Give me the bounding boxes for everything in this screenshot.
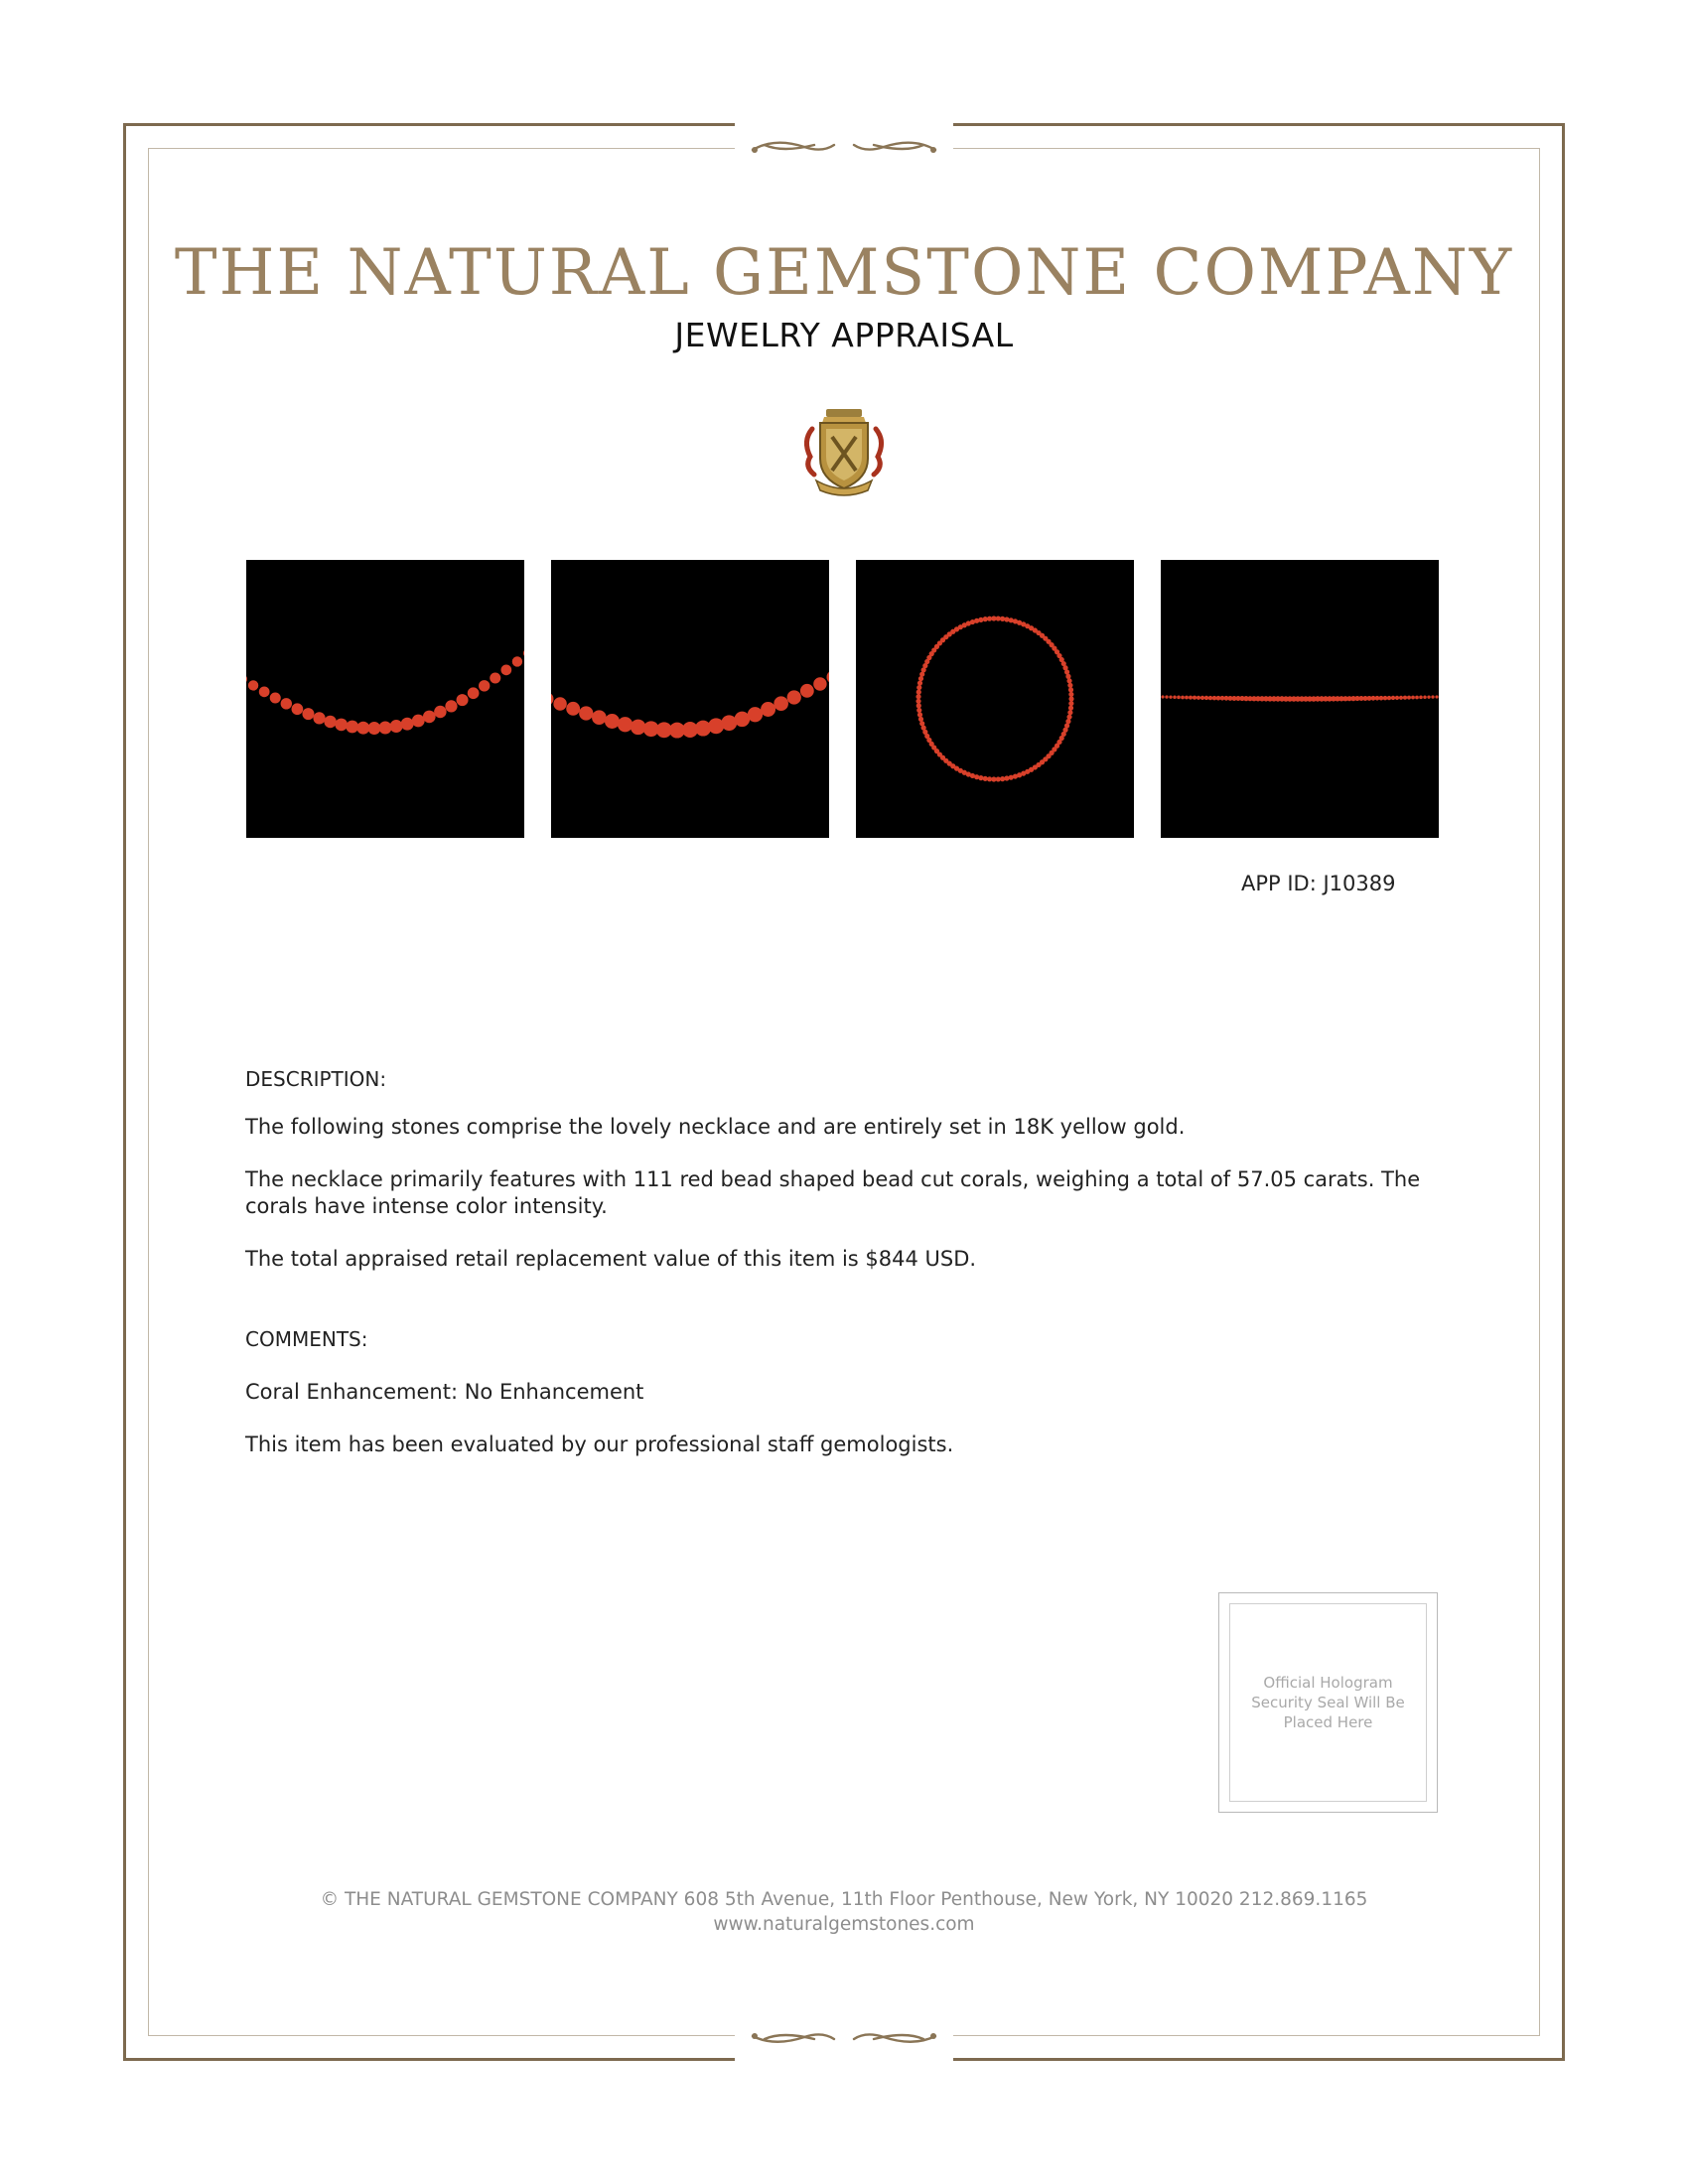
comment-line: Coral Enhancement: No Enhancement [245,1380,644,1404]
coral-bead [1066,715,1071,720]
coral-bead [1403,696,1407,700]
coral-bead [1208,696,1212,700]
coral-bead [335,719,348,732]
coral-bead [1065,674,1070,679]
description-paragraph: The necklace primarily features with 111 red bead shaped bead cut corals, weighing a total of 57.05 carats. The corals have intense color intensity. [245,1167,1421,1218]
coral-bead [1067,683,1072,688]
coral-bead [1411,696,1415,700]
coral-bead [551,693,554,706]
hologram-seal-box [1218,1592,1438,1813]
coral-bead [618,717,633,732]
coral-bead [827,671,830,684]
description-paragraph: The following stones comprise the lovely necklace and are entirely set in 18K yellow gold. [245,1115,1186,1139]
coral-bead [379,722,392,735]
coral-bead [916,703,921,708]
coral-bead [592,710,607,725]
coral-bead [479,680,490,691]
coral-bead [787,690,801,704]
coral-bead [367,722,380,735]
coral-bead [356,722,369,735]
coral-bead [1165,695,1168,698]
coral-bead [248,680,258,690]
coral-bead [1068,706,1073,711]
comment-line: This item has been evaluated by our professional staff gemologists. [245,1433,954,1456]
coral-bead [918,717,923,722]
coral-bead [445,700,457,712]
description-paragraph: The total appraised retail replacement value of this item is $844 USD. [245,1247,977,1271]
coral-bead [434,706,446,718]
coral-bead [1066,678,1071,683]
coral-bead [523,648,524,658]
coral-bead [1407,696,1411,700]
coral-bead [500,664,511,675]
coral-bead [1427,695,1430,698]
coral-bead [1399,696,1403,700]
coral-bead [631,720,646,736]
necklace-photo-strand [1161,560,1439,838]
document-title: JEWELRY APPRAISAL [674,316,1014,354]
hologram-placeholder-text: Official Hologram Security Seal Will Be Placed Here [1229,1603,1427,1802]
coral-bead [1004,616,1009,621]
coral-bead [1009,775,1014,780]
coral-bead [800,684,814,698]
coral-bead [1181,696,1185,700]
coral-bead [916,685,921,690]
coral-bead [1068,701,1073,706]
coral-bead [566,702,580,716]
coral-bead [605,714,620,729]
coral-bead [917,712,922,717]
appraisal-id: APP ID: J10389 [1241,872,1396,895]
coral-bead [1169,695,1172,698]
coral-bead [423,711,436,724]
coral-bead [1387,696,1391,700]
coral-bead [302,708,314,720]
coral-bead [1212,696,1217,701]
coral-bead [1415,696,1419,700]
coral-bead [1379,696,1384,701]
coral-bead [1193,696,1196,700]
coral-bead [401,718,414,731]
coral-bead [1375,696,1380,701]
coral-bead [1067,710,1072,715]
necklace-photo-loop [856,560,1134,838]
coral-bead [1204,696,1208,700]
coral-bead [390,720,403,733]
coral-bead [1216,696,1221,701]
heraldic-crest-icon [794,401,894,500]
coral-bead [708,718,724,734]
coral-bead [917,680,922,685]
coral-bead [1068,692,1073,697]
footer-website: www.naturalgemstones.com [713,1914,975,1935]
coral-bead [1185,696,1189,700]
coral-bead [1189,696,1193,700]
coral-bead [1423,696,1427,700]
coral-bead [919,721,924,726]
coral-bead [774,696,788,711]
coral-bead [1068,687,1073,692]
description-label: DESCRIPTION: [245,1067,387,1091]
coral-bead [259,686,270,697]
coral-bead [1161,695,1164,698]
comments-label: COMMENTS: [245,1327,368,1351]
coral-bead [748,707,763,722]
coral-bead [1419,696,1423,700]
coral-bead [579,706,593,720]
necklace-photo-front [551,560,829,838]
coral-bead [1173,696,1177,700]
coral-bead [292,703,304,715]
coral-bead [324,716,336,728]
coral-bead [1196,696,1200,700]
coral-bead [1383,696,1388,701]
bottom-scroll-ornament-icon [735,2011,953,2061]
coral-bead [1431,695,1434,698]
coral-bead [1177,696,1181,700]
coral-bead [412,715,425,728]
coral-bead [313,712,325,724]
coral-bead [1200,696,1204,700]
coral-bead [916,708,921,713]
coral-bead [916,690,921,695]
coral-bead [490,672,500,683]
coral-bead [915,694,920,699]
coral-bead [457,694,469,706]
coral-bead [270,692,281,703]
coral-bead [918,676,923,681]
coral-bead [1068,696,1073,701]
coral-bead [553,697,566,710]
coral-bead [1435,695,1438,698]
coral-bead [346,721,358,734]
coral-bead [246,674,247,684]
company-name: THE NATURAL GEMSTONE COMPANY [174,236,1514,310]
coral-bead [512,656,522,666]
footer-address: © THE NATURAL GEMSTONE COMPANY 608 5th Avenue, 11th Floor Penthouse, New York, NY 10020 212.869.1165 [320,1889,1368,1910]
coral-bead [1391,696,1395,700]
coral-bead [1395,696,1399,700]
top-scroll-ornament-icon [735,123,953,173]
coral-bead [761,702,775,717]
coral-bead [735,712,751,728]
necklace-photo-arc [246,560,524,838]
coral-bead [281,698,292,709]
coral-bead [813,677,826,690]
coral-bead [468,687,480,699]
coral-bead [915,699,920,704]
